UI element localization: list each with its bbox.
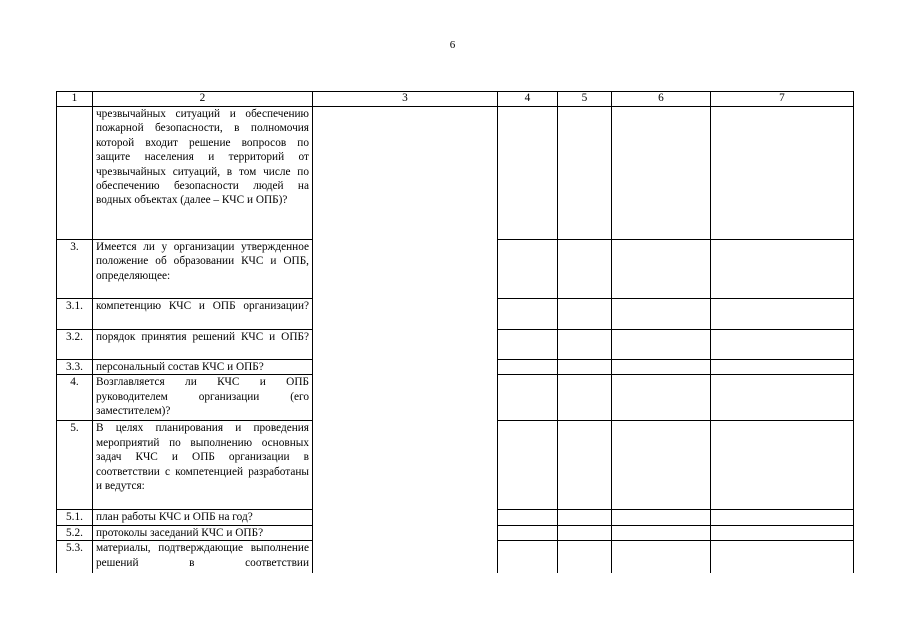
answer-cell-col3[interactable] xyxy=(313,107,498,573)
answer-cell[interactable] xyxy=(612,525,711,540)
answer-cell[interactable] xyxy=(498,330,558,360)
answer-cell[interactable] xyxy=(711,525,854,540)
answer-cell[interactable] xyxy=(498,360,558,375)
answer-cell[interactable] xyxy=(558,510,612,525)
column-header-1: 1 xyxy=(57,92,93,107)
row-number xyxy=(57,107,93,240)
row-number: 5. xyxy=(57,421,93,510)
answer-cell[interactable] xyxy=(612,541,711,573)
answer-cell[interactable] xyxy=(558,330,612,360)
column-header-4: 4 xyxy=(498,92,558,107)
answer-cell[interactable] xyxy=(558,299,612,330)
column-header-6: 6 xyxy=(612,92,711,107)
row-number: 3. xyxy=(57,240,93,299)
answer-cell[interactable] xyxy=(498,421,558,510)
answer-cell[interactable] xyxy=(612,299,711,330)
row-number: 4. xyxy=(57,375,93,421)
row-number: 5.1. xyxy=(57,510,93,525)
answer-cell[interactable] xyxy=(612,360,711,375)
answer-cell[interactable] xyxy=(711,510,854,525)
row-number: 3.1. xyxy=(57,299,93,330)
column-header-3: 3 xyxy=(313,92,498,107)
row-question: чрезвычайных ситуаций и обеспечению пожарной безопасности, в полномочия которой входит решение вопросов по защите населения и территорий от чрезвычайных ситуаций, в том числе по обеспечению безопасности людей на водных объектах (далее – КЧС и ОПБ)? xyxy=(93,107,313,240)
answer-cell[interactable] xyxy=(612,375,711,421)
answer-cell[interactable] xyxy=(498,240,558,299)
answer-cell[interactable] xyxy=(612,421,711,510)
answer-cell[interactable] xyxy=(612,107,711,240)
answer-cell[interactable] xyxy=(711,421,854,510)
answer-cell[interactable] xyxy=(711,107,854,240)
page-number: 6 xyxy=(449,39,456,51)
row-number: 3.2. xyxy=(57,330,93,360)
answer-cell[interactable] xyxy=(498,299,558,330)
answer-cell[interactable] xyxy=(558,541,612,573)
row-question: материалы, подтверждающие выполнение решений в соответствии xyxy=(93,541,313,573)
answer-cell[interactable] xyxy=(711,299,854,330)
answer-cell[interactable] xyxy=(612,510,711,525)
row-question: Возглавляется ли КЧС и ОПБ руководителем организации (его заместителем)? xyxy=(93,375,313,421)
answer-cell[interactable] xyxy=(711,240,854,299)
row-number: 5.2. xyxy=(57,525,93,540)
row-number: 5.3. xyxy=(57,541,93,573)
answer-cell[interactable] xyxy=(612,240,711,299)
answer-cell[interactable] xyxy=(711,330,854,360)
row-question: протоколы заседаний КЧС и ОПБ? xyxy=(93,525,313,540)
answer-cell[interactable] xyxy=(711,360,854,375)
answer-cell[interactable] xyxy=(498,510,558,525)
row-question: Имеется ли у организации утвержденное положение об образовании КЧС и ОПБ, определяющее: xyxy=(93,240,313,299)
column-header-5: 5 xyxy=(558,92,612,107)
answer-cell[interactable] xyxy=(498,525,558,540)
answer-cell[interactable] xyxy=(498,541,558,573)
answer-cell[interactable] xyxy=(498,107,558,240)
answer-cell[interactable] xyxy=(558,107,612,240)
row-question: В целях планирования и проведения мероприятий по выполнению основных задач КЧС и ОПБ организации в соответствии с компетенцией разработаны и ведутся: xyxy=(93,421,313,510)
table-row xyxy=(57,107,854,240)
answer-cell[interactable] xyxy=(558,240,612,299)
answer-cell[interactable] xyxy=(711,375,854,421)
answer-cell[interactable] xyxy=(558,360,612,375)
row-number: 3.3. xyxy=(57,360,93,375)
answer-cell[interactable] xyxy=(711,541,854,573)
answer-cell[interactable] xyxy=(558,375,612,421)
row-question: персональный состав КЧС и ОПБ? xyxy=(93,360,313,375)
column-header-2: 2 xyxy=(93,92,313,107)
checklist-table xyxy=(56,91,854,573)
answer-cell[interactable] xyxy=(558,525,612,540)
column-header-7: 7 xyxy=(711,92,854,107)
answer-cell[interactable] xyxy=(498,375,558,421)
answer-cell[interactable] xyxy=(612,330,711,360)
row-question: компетенцию КЧС и ОПБ организации? xyxy=(93,299,313,330)
row-question: порядок принятия решений КЧС и ОПБ? xyxy=(93,330,313,360)
answer-cell[interactable] xyxy=(558,421,612,510)
row-question: план работы КЧС и ОПБ на год? xyxy=(93,510,313,525)
header-row xyxy=(57,92,854,107)
